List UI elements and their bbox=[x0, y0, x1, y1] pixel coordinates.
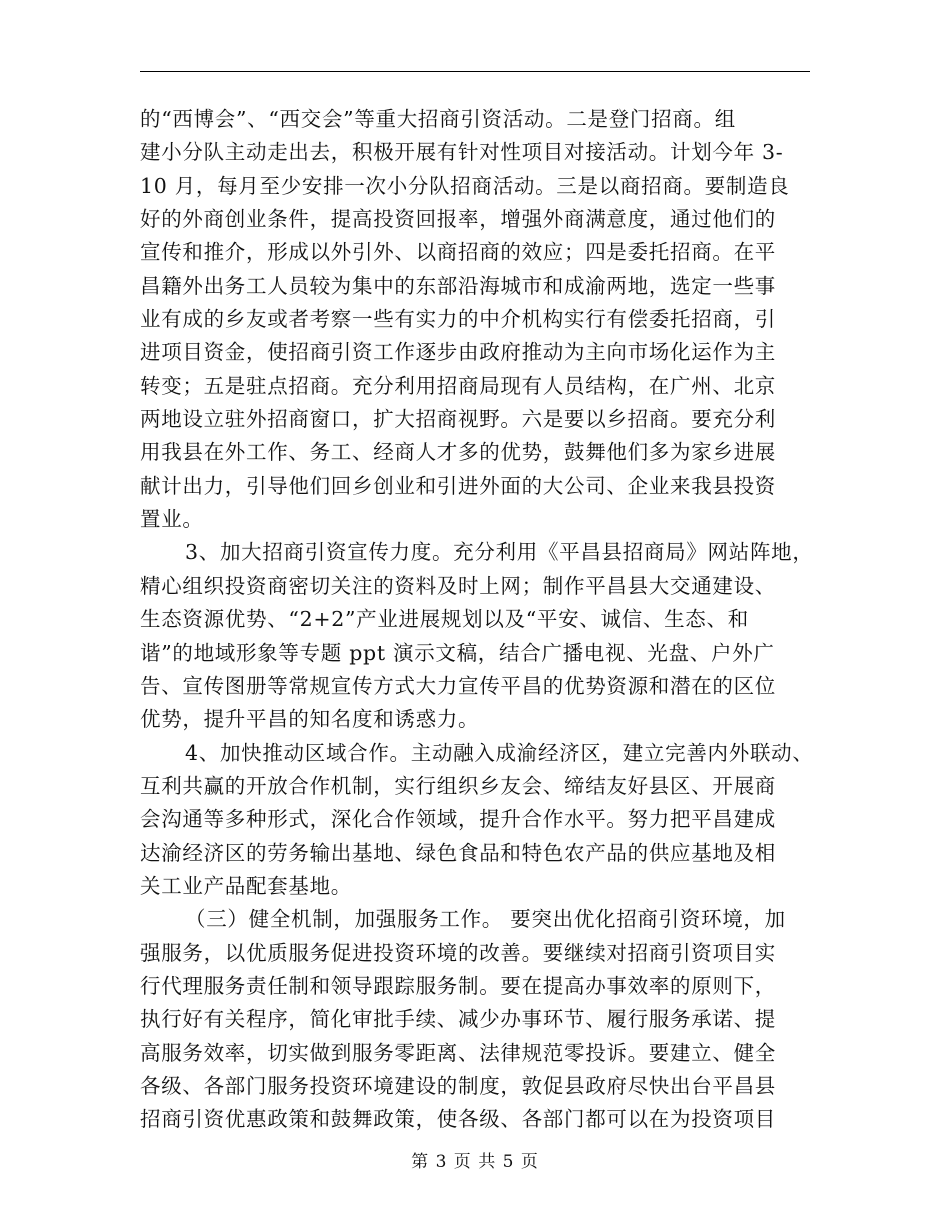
text-line: 业有成的乡友或者考察一些有实力的中介机构实行有偿委托招商，引 bbox=[140, 307, 776, 332]
text-line: 关工业产品配套基地。 bbox=[140, 873, 352, 898]
header-rule bbox=[140, 71, 810, 72]
text-line: 行代理服务责任制和领导跟踪服务制。要在提高办事效率的原则下， bbox=[140, 973, 776, 998]
text-line: 的“西博会”、“西交会”等重大招商引资活动。二是登门招商。组 bbox=[140, 107, 736, 131]
text-line: 好的外商创业条件，提高投资回报率，增强外商满意度，通过他们的 bbox=[140, 207, 776, 232]
paragraph-start-line: 3、加大招商引资宣传力度。充分利用《平昌县招商局》网站阵地， bbox=[185, 540, 814, 565]
text-line: 谐”的地域形象等专题 ppt 演示文稿，结合广播电视、光盘、户外广 bbox=[140, 640, 775, 665]
text-line: 高服务效率，切实做到服务零距离、法律规范零投诉。要建立、健全 bbox=[140, 1040, 776, 1065]
text-line: 宣传和推介，形成以外引外、以商招商的效应；四是委托招商。在平 bbox=[140, 240, 776, 265]
paragraph-start-line: 4、加快推动区域合作。主动融入成渝经济区，建立完善内外联动、 bbox=[185, 740, 814, 765]
paragraph-start-line: （三）健全机制，加强服务工作。 要突出优化招商引资环境，加 bbox=[185, 907, 786, 932]
text-line: 优势，提升平昌的知名度和诱惑力。 bbox=[140, 707, 480, 732]
text-line: 两地设立驻外招商窗口，扩大招商视野。六是要以乡招商。要充分利 bbox=[140, 407, 776, 432]
text-line: 建小分队主动走出去，积极开展有针对性项目对接活动。计划今年 3- bbox=[140, 140, 784, 165]
document-body bbox=[140, 103, 820, 1137]
text-line: 昌籍外出务工人员较为集中的东部沿海城市和成渝两地，选定一些事 bbox=[140, 273, 776, 298]
text-line: 达渝经济区的劳务输出基地、绿色食品和特色农产品的供应基地及相 bbox=[140, 840, 776, 865]
text-line: 各级、各部门服务投资环境建设的制度，敦促县政府尽快出台平昌县 bbox=[140, 1073, 776, 1098]
text-line: 招商引资优惠政策和鼓舞政策，使各级、各部门都可以在为投资项目 bbox=[140, 1107, 776, 1132]
text-line: 执行好有关程序，简化审批手续、减少办事环节、履行服务承诺、提 bbox=[140, 1007, 776, 1032]
text-line: 生态资源优势、“2+2”产业进展规划以及“平安、诚信、生态、和 bbox=[140, 607, 749, 632]
text-line: 进项目资金，使招商引资工作逐步由政府推动为主向市场化运作为主 bbox=[140, 340, 776, 365]
text-line: 献计出力，引导他们回乡创业和引进外面的大公司、企业来我县投资 bbox=[140, 473, 776, 498]
text-line: 强服务，以优质服务促进投资环境的改善。要继续对招商引资项目实 bbox=[140, 940, 776, 965]
text-line: 精心组织投资商密切关注的资料及时上网；制作平昌县大交通建设、 bbox=[140, 573, 776, 598]
text-line: 置业。 bbox=[140, 507, 204, 532]
text-line: 互利共赢的开放合作机制，实行组织乡友会、缔结友好县区、开展商 bbox=[140, 773, 776, 798]
text-line: 会沟通等多种形式，深化合作领域，提升合作水平。努力把平昌建成 bbox=[140, 807, 776, 832]
page-number: 第 3 页 共 5 页 bbox=[411, 1152, 539, 1172]
text-line: 用我县在外工作、务工、经商人才多的优势，鼓舞他们多为家乡进展 bbox=[140, 440, 776, 465]
text-line: 10 月，每月至少安排一次小分队招商活动。三是以商招商。要制造良 bbox=[140, 173, 790, 198]
text-line: 转变；五是驻点招商。充分利用招商局现有人员结构，在广州、北京 bbox=[140, 373, 776, 398]
text-line: 告、宣传图册等常规宣传方式大力宣传平昌的优势资源和潜在的区位 bbox=[140, 673, 776, 698]
